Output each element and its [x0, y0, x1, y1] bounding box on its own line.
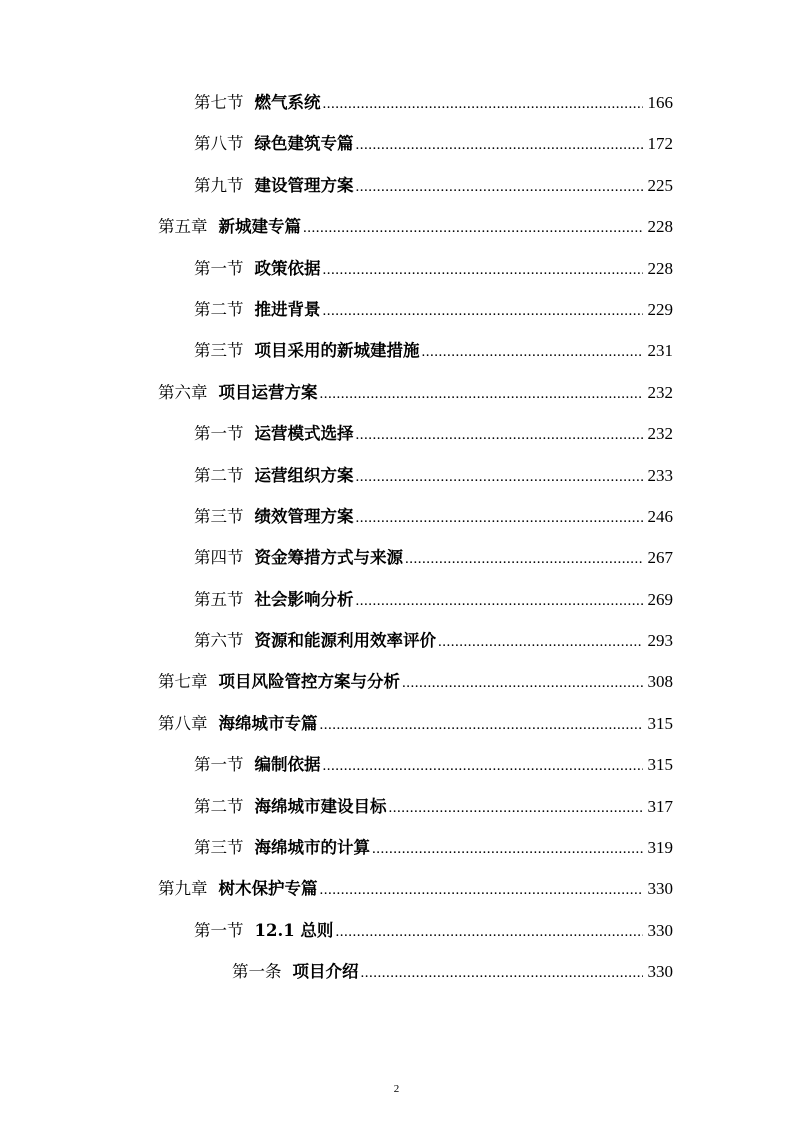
toc-entry-number: 第二节 [194, 465, 244, 485]
toc-dot-leader [323, 96, 644, 113]
toc-entry-page: 228 [647, 217, 673, 237]
toc-entry-number: 第五节 [194, 589, 244, 609]
toc-entry-page: 330 [647, 879, 673, 899]
toc-entry-number: 第八节 [194, 134, 244, 154]
toc-entry-page: 293 [647, 631, 673, 651]
toc-entry[interactable] [0, 751, 793, 792]
toc-entry-title: 项目风险管控方案与分析 [218, 672, 400, 692]
toc-entry[interactable] [0, 296, 793, 337]
toc-dot-leader [356, 469, 644, 486]
toc-entry-number: 第三节 [194, 838, 244, 858]
toc-dot-leader [356, 427, 644, 444]
toc-entry[interactable] [0, 379, 793, 420]
toc-entry[interactable] [0, 875, 793, 916]
toc-entry-title: 12.1 总则 [254, 920, 334, 940]
toc-entry-number: 第六章 [158, 382, 208, 402]
toc-entry-page: 228 [647, 258, 673, 278]
toc-entry-page: 308 [647, 672, 673, 692]
toc-entry[interactable] [0, 462, 793, 503]
toc-entry-title: 海绵城市专篇 [218, 713, 318, 733]
toc-dot-leader [356, 510, 644, 527]
toc-dot-leader [335, 924, 643, 941]
toc-entry[interactable] [0, 544, 793, 585]
toc-entry[interactable] [0, 255, 793, 296]
toc-entry-title: 运营组织方案 [254, 465, 354, 485]
toc-dot-leader [402, 675, 643, 692]
toc-entry-page: 231 [647, 341, 673, 361]
toc-entry-title: 海绵城市的计算 [254, 838, 370, 858]
toc-dot-leader [361, 965, 644, 982]
toc-dot-leader [320, 717, 644, 734]
toc-entry-page: 225 [647, 175, 673, 195]
toc-entry-page: 317 [647, 796, 673, 816]
toc-entry[interactable] [0, 213, 793, 254]
toc-dot-leader [438, 634, 643, 651]
toc-entry[interactable] [0, 834, 793, 875]
toc-entry-title: 推进背景 [254, 299, 321, 319]
toc-entry-number: 第一节 [194, 920, 244, 940]
toc-entry[interactable] [0, 420, 793, 461]
toc-entry-page: 330 [647, 920, 673, 940]
toc-dot-leader [372, 841, 643, 858]
toc-entry-page: 319 [647, 838, 673, 858]
toc-entry-number: 第二节 [194, 299, 244, 319]
toc-dot-leader [320, 882, 644, 899]
toc-entry-number: 第八章 [158, 713, 208, 733]
toc-entry-page: 246 [647, 506, 673, 526]
toc-entry[interactable] [0, 586, 793, 627]
toc-entry-page: 330 [647, 962, 673, 982]
toc-entry-title: 绿色建筑专篇 [254, 134, 354, 154]
toc-entry-number: 第三节 [194, 506, 244, 526]
toc-entry-title: 资源和能源利用效率评价 [254, 631, 436, 651]
toc-entry[interactable] [0, 337, 793, 378]
toc-dot-leader [356, 179, 644, 196]
toc-entry-number: 第七章 [158, 672, 208, 692]
toc-entry[interactable] [0, 710, 793, 751]
toc-entry-page: 269 [647, 589, 673, 609]
table-of-contents [0, 89, 793, 1000]
toc-entry-number: 第一条 [232, 962, 282, 982]
toc-entry-number: 第四节 [194, 548, 244, 568]
toc-entry-number: 第二节 [194, 796, 244, 816]
toc-entry-title: 运营模式选择 [254, 424, 354, 444]
toc-entry-title: 树木保护专篇 [218, 879, 318, 899]
toc-entry-page: 232 [647, 382, 673, 402]
toc-entry-title: 建设管理方案 [254, 175, 354, 195]
toc-dot-leader [320, 386, 644, 403]
toc-dot-leader [405, 551, 643, 568]
page-footer-number: 2 [393, 1083, 400, 1095]
toc-entry-title: 政策依据 [254, 258, 321, 278]
toc-entry-page: 166 [647, 93, 673, 112]
toc-dot-leader [422, 344, 644, 361]
toc-entry-page: 229 [647, 299, 673, 319]
toc-entry[interactable] [0, 130, 793, 171]
toc-entry-page: 315 [647, 713, 673, 733]
toc-entry-number: 第九章 [158, 879, 208, 899]
toc-entry-title: 编制依据 [254, 755, 321, 775]
toc-dot-leader [323, 262, 644, 279]
toc-entry-number: 第一节 [194, 755, 244, 775]
toc-entry-page: 233 [647, 465, 673, 485]
toc-entry-number: 第一节 [194, 258, 244, 278]
toc-entry-title: 项目运营方案 [218, 382, 318, 402]
toc-entry-title: 社会影响分析 [254, 589, 354, 609]
toc-entry[interactable] [0, 503, 793, 544]
toc-dot-leader [303, 220, 643, 237]
toc-entry-title: 海绵城市建设目标 [254, 796, 387, 816]
toc-entry-number: 第一节 [194, 424, 244, 444]
toc-entry-title: 新城建专篇 [218, 217, 301, 237]
toc-entry-page: 267 [647, 548, 673, 568]
toc-dot-leader [389, 800, 644, 817]
toc-entry-number: 第三节 [194, 341, 244, 361]
toc-dot-leader [356, 593, 644, 610]
toc-entry-page: 232 [647, 424, 673, 444]
toc-entry-title: 项目介绍 [292, 962, 359, 982]
toc-entry-page: 315 [647, 755, 673, 775]
toc-dot-leader [323, 758, 644, 775]
toc-entry[interactable] [0, 172, 793, 213]
toc-entry-title: 资金筹措方式与来源 [254, 548, 403, 568]
toc-entry-number: 第五章 [158, 217, 208, 237]
toc-entry-title: 燃气系统 [254, 93, 321, 112]
toc-entry[interactable] [0, 793, 793, 834]
toc-entry[interactable] [0, 668, 793, 709]
toc-entry-number: 第六节 [194, 631, 244, 651]
toc-entry-number: 第七节 [194, 93, 244, 112]
toc-entry[interactable] [0, 917, 793, 958]
toc-entry-title: 项目采用的新城建措施 [254, 341, 420, 361]
toc-entry-title: 绩效管理方案 [254, 506, 354, 526]
toc-entry[interactable] [0, 958, 793, 999]
toc-entry-number: 第九节 [194, 175, 244, 195]
toc-entry-page: 172 [647, 134, 673, 154]
toc-dot-leader [323, 303, 644, 320]
toc-dot-leader [356, 137, 644, 154]
toc-entry[interactable] [0, 627, 793, 668]
toc-entry[interactable] [0, 89, 793, 130]
